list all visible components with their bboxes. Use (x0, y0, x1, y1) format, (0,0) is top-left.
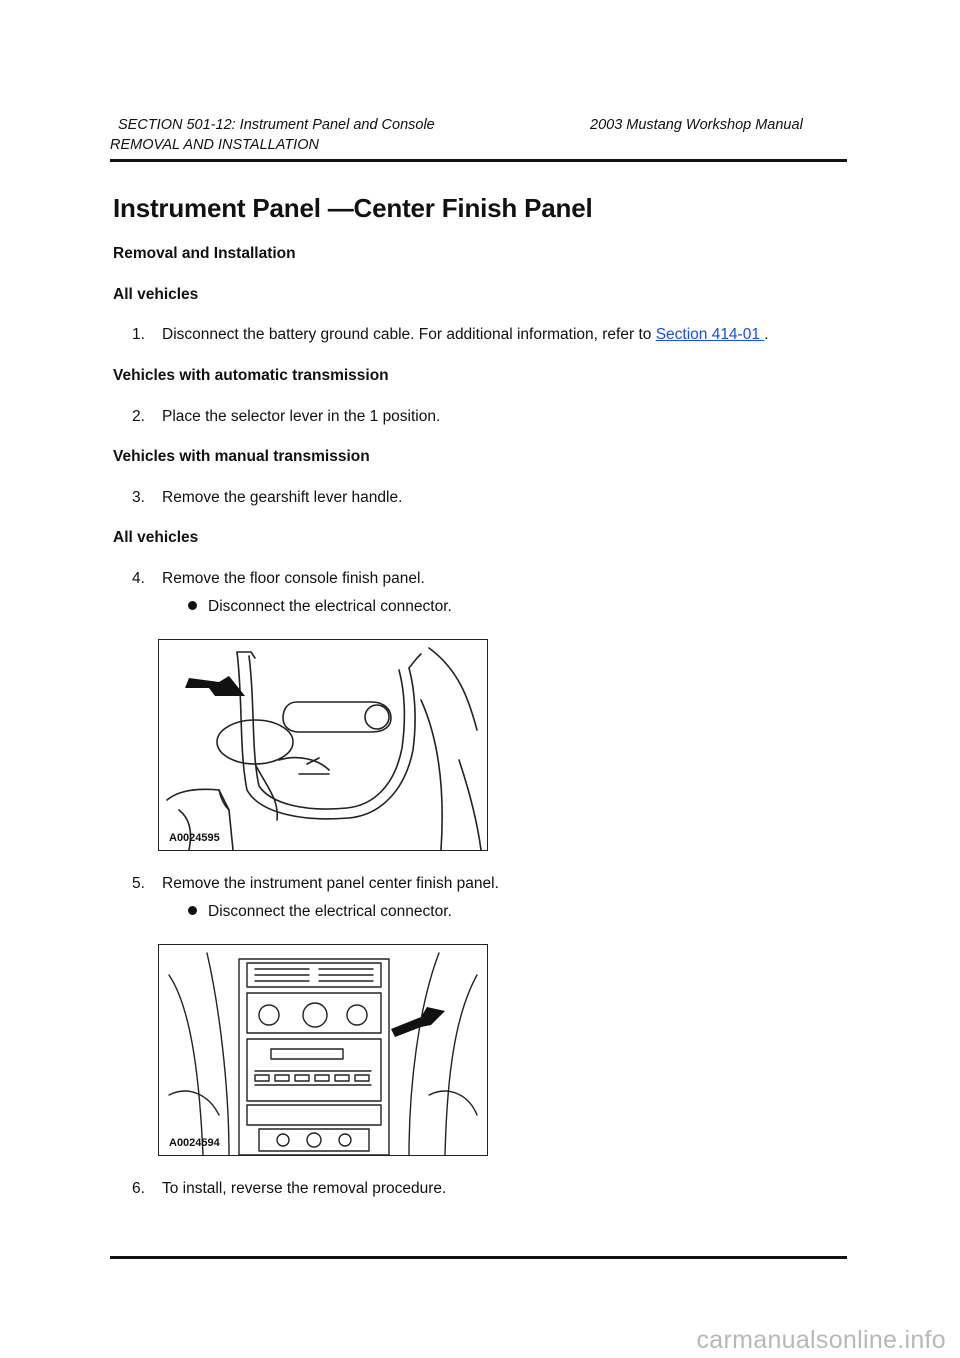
step-text: Disconnect the battery ground cable. For additional information, refer to (162, 326, 656, 343)
subhead-removal: Removal and Installation (113, 245, 296, 262)
step-2 (132, 408, 440, 426)
step-number: 5. (132, 875, 145, 892)
step-number: 2. (132, 408, 145, 425)
step-number: 6. (132, 1180, 145, 1197)
header-manual-title: 2003 Mustang Workshop Manual (590, 117, 803, 133)
bullet-text: Disconnect the electrical connector. (208, 598, 452, 615)
figure-floor-console (158, 639, 488, 851)
bullet-icon (188, 906, 197, 915)
step-text-end: . (764, 326, 769, 343)
step-text: To install, reverse the removal procedure. (162, 1180, 447, 1197)
step-number: 1. (132, 326, 145, 343)
page-title: Instrument Panel —Center Finish Panel (113, 193, 593, 223)
step-text: Remove the floor console finish panel. (162, 570, 425, 587)
subhead-automatic: Vehicles with automatic transmission (113, 367, 389, 384)
watermark: carmanualsonline.info (696, 1326, 946, 1354)
step-1 (132, 326, 769, 344)
step-4 (132, 570, 425, 588)
step-number: 4. (132, 570, 145, 587)
step-3 (132, 489, 402, 507)
header-section: SECTION 501-12: Instrument Panel and Console (118, 117, 435, 133)
step-text: Place the selector lever in the 1 position. (162, 408, 441, 425)
subhead-all-vehicles: All vehicles (113, 286, 199, 303)
step-4-bullet (188, 598, 452, 616)
subhead-manual: Vehicles with manual transmission (113, 448, 370, 465)
header-subtitle: REMOVAL AND INSTALLATION (110, 137, 319, 153)
center-panel-illustration-icon (159, 945, 487, 1155)
figure-code: A0024594 (169, 1137, 220, 1149)
subhead-all-vehicles-2: All vehicles (113, 529, 199, 546)
step-text: Remove the instrument panel center finish panel. (162, 875, 499, 892)
footer-rule (110, 1256, 847, 1259)
step-5-bullet (188, 903, 452, 921)
header-rule (110, 159, 847, 162)
bullet-icon (188, 601, 197, 610)
figure-center-panel (158, 944, 488, 1156)
step-6 (132, 1180, 446, 1198)
step-text: Remove the gearshift lever handle. (162, 489, 403, 506)
section-414-01-link[interactable]: Section 414-01 (655, 326, 765, 343)
bullet-text: Disconnect the electrical connector. (208, 903, 452, 920)
floor-console-illustration-icon (159, 640, 487, 850)
figure-code: A0024595 (169, 832, 220, 844)
step-number: 3. (132, 489, 145, 506)
step-5 (132, 875, 499, 893)
